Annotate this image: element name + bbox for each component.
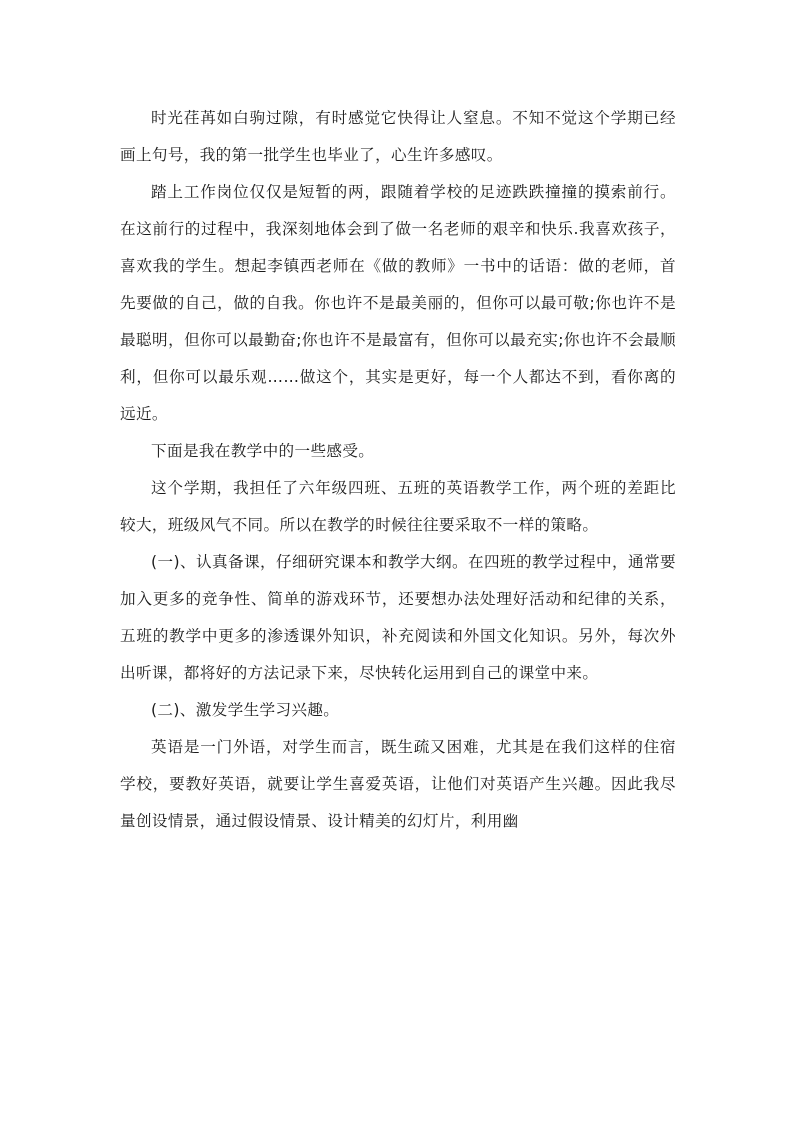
document-body <box>120 100 676 840</box>
paragraph-section-2-heading: (二)、激发学生学习兴趣。 <box>151 701 340 719</box>
paragraph-assignment: 这个学期，我担任了六年级四班、五班的英语教学工作，两个班的差距比较大，班级风气不同。所以在教学的时候往往要采取不一样的策略。 <box>120 479 676 534</box>
paragraph-reflection: 踏上工作岗位仅仅是短暂的两，跟随着学校的足迹跌跌撞撞的摸索前行。在这前行的过程中，我深刻地体会到了做一名老师的艰辛和快乐.我喜欢孩子，喜欢我的学生。想起李镇西老师在《做的教师》一书中的话语：做的老师，首先要做的自己，做的自我。你也许不是最美丽的，但你可以最可敬;你也许不是最聪明，但你可以最勤奋;你也许不是最富有，但你可以最充实;你也许不会最顺利，但你可以最乐观……做这个，其实是更好，每一个人都达不到，看你离的远近。 <box>120 183 676 423</box>
paragraph-section-2-body: 英语是一门外语，对学生而言，既生疏又困难，尤其是在我们这样的住宿学校，要教好英语，就要让学生喜爱英语，让他们对英语产生兴趣。因此我尽量创设情景，通过假设情景、设计精美的幻灯片，利用幽 <box>120 738 676 830</box>
paragraph-intro: 下面是我在教学中的一些感受。 <box>151 442 375 460</box>
paragraph-opening: 时光荏苒如白驹过隙，有时感觉它快得让人窒息。不知不觉这个学期已经画上句号，我的第一批学生也毕业了，心生许多感叹。 <box>120 109 676 164</box>
paragraph-section-1: (一)、认真备课，仔细研究课本和教学大纲。在四班的教学过程中，通常要加入更多的竞争性、简单的游戏环节，还要想办法处理好活动和纪律的关系，五班的教学中更多的渗透课外知识，补充阅读和外国文化知识。另外，每次外出听课，都将好的方法记录下来，尽快转化运用到自己的课堂中来。 <box>120 553 676 682</box>
